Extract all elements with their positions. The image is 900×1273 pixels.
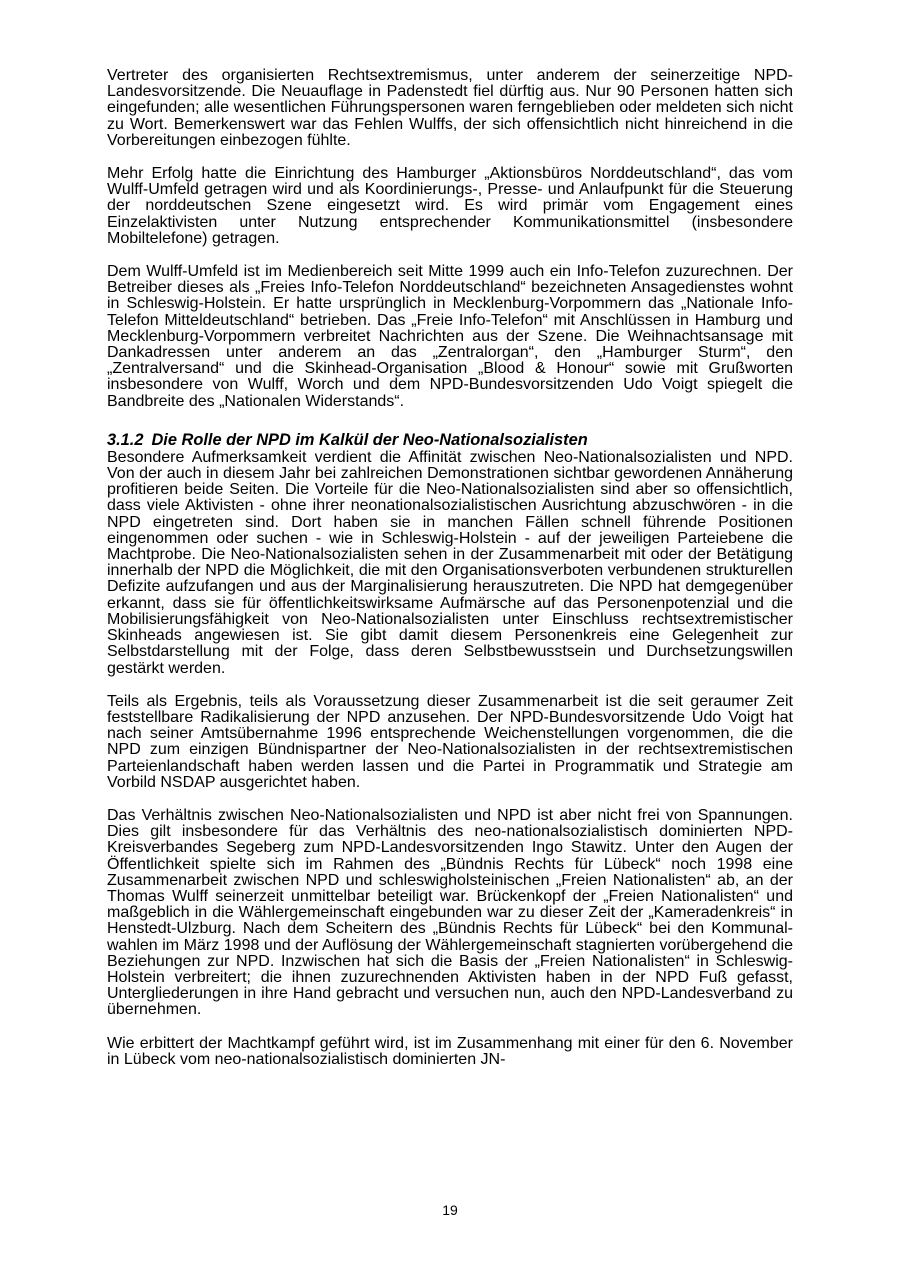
body-paragraph: Mehr Erfolg hatte die Einrichtung des Hamburger „Aktionsbüros Norddeutschland“, das vom Wulff-Umfeld getragen wird und als Koordinierungs-, Presse- und Anlaufpunkt für die Steuerung der norddeutschen Szene eingesetzt wird. Es wird primär vom Engagement eines Einzelaktivisten unter Nutzung entsprechender Kommunikationsmittel (insbesondere Mobiltelefone) getragen. <box>107 165 793 247</box>
section-spacer <box>107 410 793 431</box>
section-number: 3.1.2 <box>107 430 144 449</box>
body-paragraph: Vertreter des organisierten Rechtsextremismus, unter anderem der seinerzeitige NPD-Landesvorsitzende. Die Neuauflage in Padenstedt fiel dürftig aus. Nur 90 Personen hatten sich eingefunden; alle wesentlichen Führungspersonen waren ferngeblieben oder meldeten sich nicht zu Wort. Bemerkenswert war das Fehlen Wulffs, der sich offensichtlich nicht hinreichend in die Vorbereitungen einbezogen fühlte. <box>107 67 793 149</box>
section-title: Die Rolle der NPD im Kalkül der Neo-Nationalsozialisten <box>151 430 588 449</box>
body-paragraph: Wie erbittert der Machtkampf geführt wird, ist im Zusammenhang mit einer für den 6. November in Lübeck vom neo-nationalsozialistisch dominierten JN- <box>107 1034 793 1068</box>
body-paragraph: Dem Wulff-Umfeld ist im Medienbereich seit Mitte 1999 auch ein Info-Telefon zuzurechnen. Der Betreiber dieses als „Freies Info-Telefon Norddeutschland“ bezeichneten Ansagedienstes wohnt in Schleswig-Holstein. Er hatte ursprünglich in Mecklenburg-Vorpommern das „Nationale Info-Telefon Mitteldeutschland“ betrieben. Das „Freie Info-Telefon“ mit Anschlüssen in Hamburg und Mecklenburg-Vorpommern verbreitet Nachrichten aus der Szene. Die Weihnachtsansage mit Dankadressen unter anderem an das „Zentralorgan“, den „Hamburger Sturm“, den „Zentralversand“ und die Skinhead-Organisation „Blood & Honour“ sowie mit Grußworten insbesondere von Wulff, Worch und dem NPD-Bundesvorsitzenden Udo Voigt spiegelt die Bandbreite des „Nationalen Widerstands“. <box>107 263 793 410</box>
body-paragraph: Das Verhältnis zwischen Neo-Nationalsozialisten und NPD ist aber nicht frei von Spannungen. Dies gilt insbesondere für das Verhältnis des neo-nationalsozialistisch dominierten NPD-Kreisverbandes Segeberg zum NPD-Landesvorsitzenden Ingo Stawitz. Unter den Augen der Öffentlichkeit spielte sich im Rahmen des „Bündnis Rechts für Lübeck“ noch 1998 eine Zusammenarbeit zwischen NPD und schleswigholsteinischen „Freien Nationalisten“ ab, an der Thomas Wulff seinerzeit unmittelbar beteiligt war. Brückenkopf der „Freien Nationalisten“ und maßgeblich in die Wählergemeinschaft eingebunden war zu dieser Zeit der „Kameradenkreis“ in Henstedt-Ulzburg. Nach dem Scheitern des „Bündnis Rechts für Lübeck“ bei den Kommunalwahlen im März 1998 und der Auflösung der Wählergemeinschaft stagnierten vorübergehend die Beziehungen zur NPD. Inzwischen hat sich die Basis der „Freien Nationalisten“ in Schleswig-Holstein verbreitert; die ihnen zuzurechnenden Aktivisten haben in der NPD Fuß gefasst, Untergliederungen in ihre Hand gebracht und versuchen nun, auch den NPD-Landesverband zu übernehmen. <box>107 806 793 1019</box>
page-number: 19 <box>442 1202 458 1218</box>
section-heading <box>107 431 793 449</box>
body-paragraph: Besondere Aufmerksamkeit verdient die Affinität zwischen Neo-Nationalsozialisten und NPD. Von der auch in diesem Jahr bei zahlreichen Demonstrationen sichtbar gewordenen Annäherung profitieren beide Seiten. Die Vorteile für die Neo-Nationalsozialisten sind aber so offensichtlich, dass viele Aktivisten - ohne ihrer neonationalsozialistischen Ausrichtung abzuschwören - in die NPD eingetreten sind. Dort haben sie in manchen Fällen schnell führende Positionen eingenommen oder suchen - wie in Schleswig-Holstein - auf der jeweiligen Parteiebene die Machtprobe. Die Neo-Nationalsozialisten sehen in der Zusammenarbeit mit oder der Betätigung innerhalb der NPD die Möglichkeit, die mit den Organisationsverboten verbundenen strukturellen Defizite aufzufangen und aus der Marginalisierung herauszutreten. Die NPD hat demgegenüber erkannt, dass sie für öffentlichkeitswirksame Aufmärsche auf das Personenpotenzial und die Mobilisierungsfähigkeit von Neo-Nationalsozialisten unter Einschluss rechtsextremistischer Skinheads angewiesen ist. Sie gibt damit diesem Personenkreis eine Gelegenheit zur Selbstdarstellung mit der Folge, dass deren Selbstbewusstsein und Durchsetzungswillen gestärkt werden. <box>107 448 793 677</box>
document-page <box>107 68 793 1085</box>
body-paragraph: Teils als Ergebnis, teils als Voraussetzung dieser Zusammenarbeit ist die seit geraumer Zeit feststellbare Radikalisierung der NPD anzusehen. Der NPD-Bundesvorsitzende Udo Voigt hat nach seiner Amtsübernahme 1996 entsprechende Weichenstellungen vorgenommen, die die NPD zum einzigen Bündnispartner der Neo-Nationalsozialisten in der rechtsextremistischen Parteienlandschaft haben werden lassen und die Partei in Programmatik und Strategie am Vorbild NSDAP ausgerichtet haben. <box>107 692 793 791</box>
